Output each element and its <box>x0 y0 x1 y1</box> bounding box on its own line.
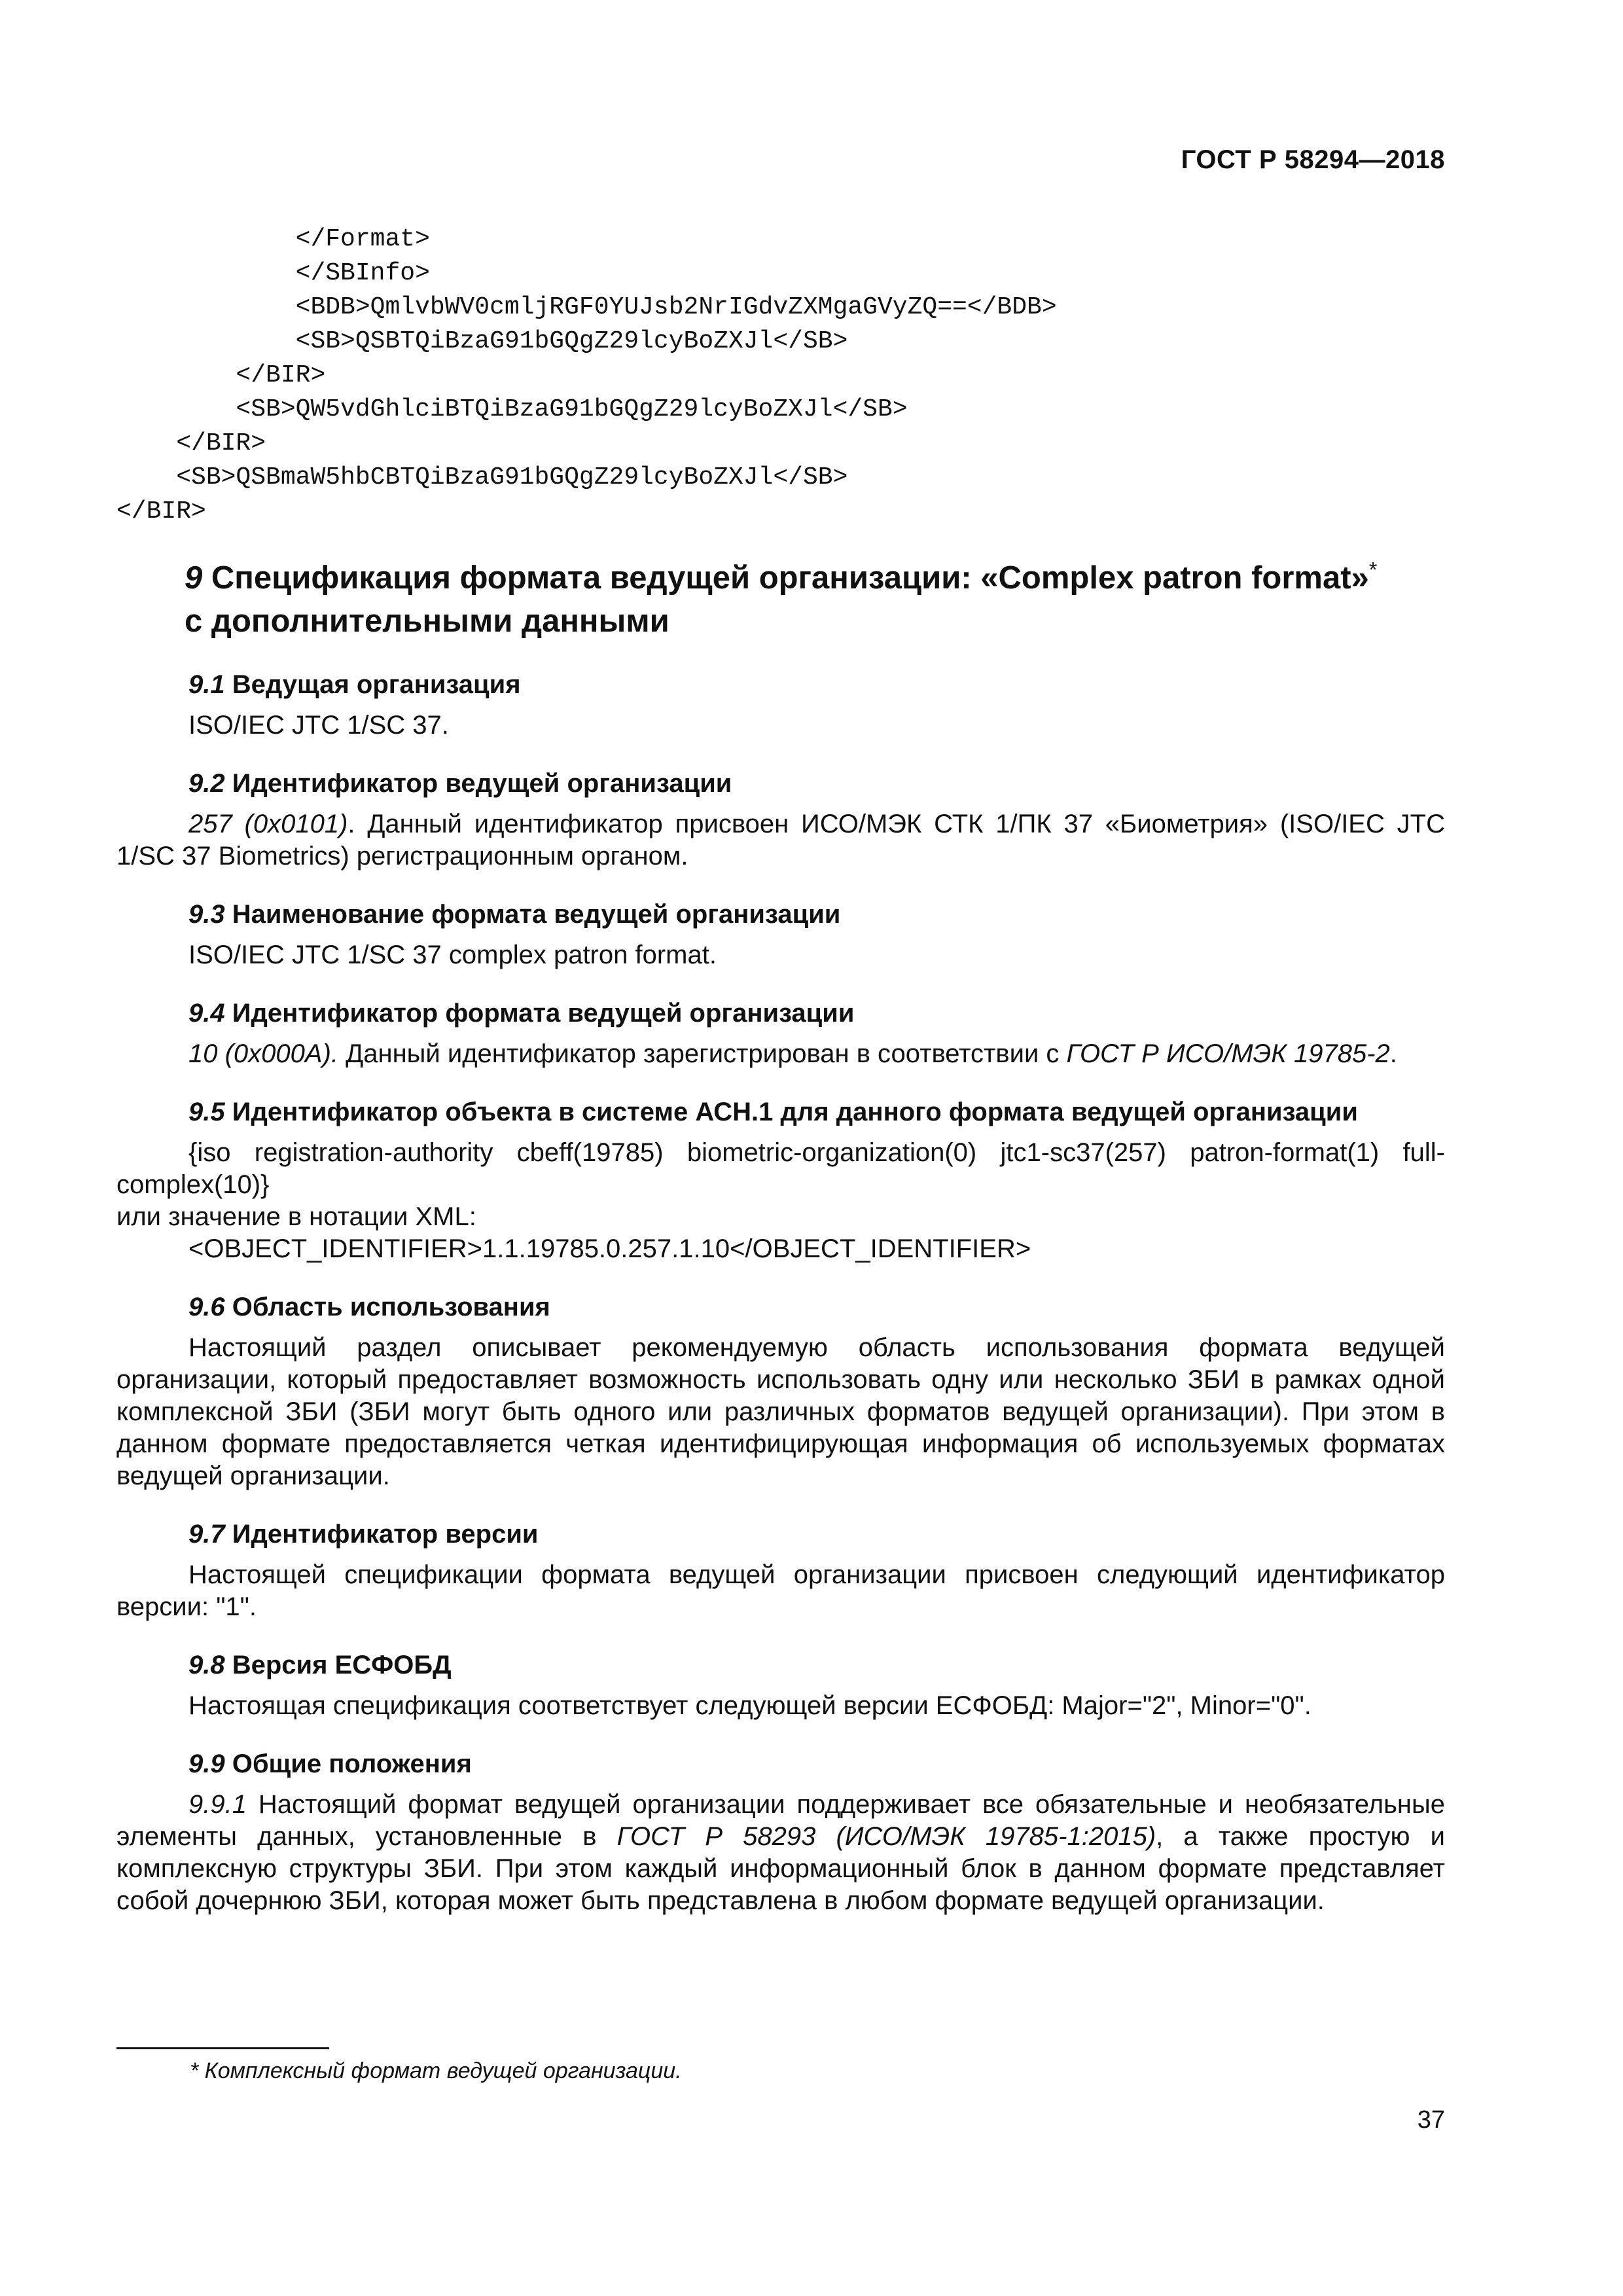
page-number: 37 <box>1417 2106 1445 2134</box>
subsection-9-2-text <box>116 808 1445 872</box>
subsection-9-7-heading <box>188 1517 1445 1551</box>
subsection-title: Идентификатор объекта в системе АСН.1 для данного формата ведущей организации <box>224 1098 1358 1126</box>
subsection-9-3-heading <box>188 897 1445 931</box>
section-title <box>185 556 1445 643</box>
xml-object-identifier: <OBJECT_IDENTIFIER>1.1.19785.0.257.1.10</OBJECT_IDENTIFIER> <box>188 1234 1031 1263</box>
subsection-number: 9.1 <box>188 670 225 699</box>
subsection-title: Версия ЕСФОБД <box>224 1651 452 1679</box>
subsection-9-9-heading <box>188 1747 1445 1781</box>
standard-reference: ГОСТ Р 58293 (ИСО/МЭК 19785-1:2015) <box>616 1822 1156 1851</box>
subsection-title: Идентификатор формата ведущей организации <box>224 999 855 1028</box>
subsection-title: Область использования <box>224 1293 550 1321</box>
clause-number: 9.9.1 <box>188 1790 247 1819</box>
object-identifier-text: {iso registration-authority cbeff(19785) biometric-organization(0) jtc1-sc37(257) patron-format(1) full-complex(10)} <box>116 1138 1445 1199</box>
subsection-title: Наименование формата ведущей организации <box>224 900 841 929</box>
paragraph-text: Настоящий формат ведущей организации поддерживает все обязательные и необязательные элементы данных, установленные в <box>116 1790 1445 1851</box>
subsection-9-8-heading <box>188 1648 1445 1682</box>
subsection-9-3-text: ISO/IEC JTC 1/SC 37 complex patron format. <box>188 941 717 969</box>
footnote-mark: * <box>190 2058 199 2083</box>
code-line: </BIR> <box>116 497 206 526</box>
code-line: <SB>QW5vdGhlciBTQiBzaG91bGQgZ29lcyBoZXJl</SB> <box>236 395 908 423</box>
subsection-number: 9.8 <box>188 1651 225 1679</box>
footnote <box>190 2058 682 2084</box>
document-header: ГОСТ Р 58294—2018 <box>1181 145 1445 174</box>
footnote-divider <box>116 2047 329 2049</box>
subsection-9-1-text: ISO/IEC JTC 1/SC 37. <box>188 711 449 740</box>
xml-code-block <box>116 223 1057 529</box>
code-line: </BIR> <box>236 361 326 389</box>
main-content <box>116 556 1445 1917</box>
identifier-value: 257 (0x0101) <box>188 810 348 838</box>
section-title-line2: с дополнительными данными <box>185 603 669 639</box>
subsection-title: Идентификатор версии <box>224 1520 539 1549</box>
code-line: </Format> <box>295 225 430 253</box>
subsection-9-9-1-text <box>116 1789 1445 1917</box>
code-line: <SB>QSBTQiBzaG91bGQgZ29lcyBoZXJl</SB> <box>295 327 848 355</box>
subsection-number: 9.9 <box>188 1749 225 1778</box>
subsection-number: 9.2 <box>188 769 225 798</box>
subsection-9-4-text <box>116 1038 1445 1070</box>
paragraph-text: . Данный идентификатор присвоен ИСО/МЭК СТК 1/ПК 37 «Биометрия» (ISO/IEC JTC 1/SC 37 Biometrics) регистрационным органом. <box>116 810 1445 870</box>
subsection-number: 9.7 <box>188 1520 225 1549</box>
standard-reference: ГОСТ Р ИСО/МЭК 19785-2 <box>1066 1039 1390 1068</box>
subsection-9-7-text: Настоящей спецификации формата ведущей организации присвоен следующий идентификатор версии: "1". <box>116 1560 1445 1621</box>
subsection-number: 9.4 <box>188 999 225 1028</box>
footnote-text: Комплексный формат ведущей организации. <box>198 2058 682 2083</box>
footnote-mark: * <box>1368 558 1378 582</box>
identifier-value: 10 (0x000A). <box>188 1039 339 1068</box>
subsection-number: 9.3 <box>188 900 225 929</box>
subsection-9-1-heading <box>188 668 1445 702</box>
subsection-number: 9.5 <box>188 1098 225 1126</box>
subsection-9-2-heading <box>188 766 1445 800</box>
subsection-title: Общие положения <box>224 1749 472 1778</box>
subsection-9-6-heading <box>188 1290 1445 1324</box>
section-title-line1: Спецификация формата ведущей организации: «Complex patron format» <box>202 560 1369 596</box>
paragraph-text: . <box>1389 1039 1397 1068</box>
code-line: <SB>QSBmaW5hbCBTQiBzaG91bGQgZ29lcyBoZXJl</SB> <box>176 463 848 492</box>
subsection-9-5-heading <box>188 1095 1445 1129</box>
subsection-number: 9.6 <box>188 1293 225 1321</box>
paragraph-text: Данный идентификатор зарегистрирован в соответствии с <box>338 1039 1067 1068</box>
subsection-9-6-text: Настоящий раздел описывает рекомендуемую область использования формата ведущей организации, который предоставляет возможность использовать одну или несколько ЗБИ в рамках одной комплексной ЗБИ (ЗБИ могут быть одного или различных форматов ведущей организации). При этом в данном формате предоставляется четкая идентифицирующая информация об используемых форматах ведущей организации. <box>116 1333 1445 1490</box>
subsection-title: Ведущая организация <box>224 670 521 699</box>
code-line: </SBInfo> <box>295 259 430 287</box>
code-line: <BDB>QmlvbWV0cmljRGF0YUJsb2NrIGdvZXMgaGVyZQ==</BDB> <box>295 293 1057 321</box>
section-number: 9 <box>185 560 203 596</box>
subsection-9-4-heading <box>188 996 1445 1030</box>
xml-notation-intro: или значение в нотации XML: <box>116 1202 476 1231</box>
subsection-9-8-text: Настоящая спецификация соответствует следующей версии ЕСФОБД: Major="2", Minor="0". <box>188 1691 1311 1720</box>
code-line: </BIR> <box>176 429 266 457</box>
paragraph-text: , а также простую и комплексную структуры ЗБИ. При этом каждый информационный блок в данном формате представляет собой дочернюю ЗБИ, которая может быть представлена в любом формате ведущей организации. <box>116 1822 1446 1915</box>
subsection-title: Идентификатор ведущей организации <box>224 769 732 798</box>
